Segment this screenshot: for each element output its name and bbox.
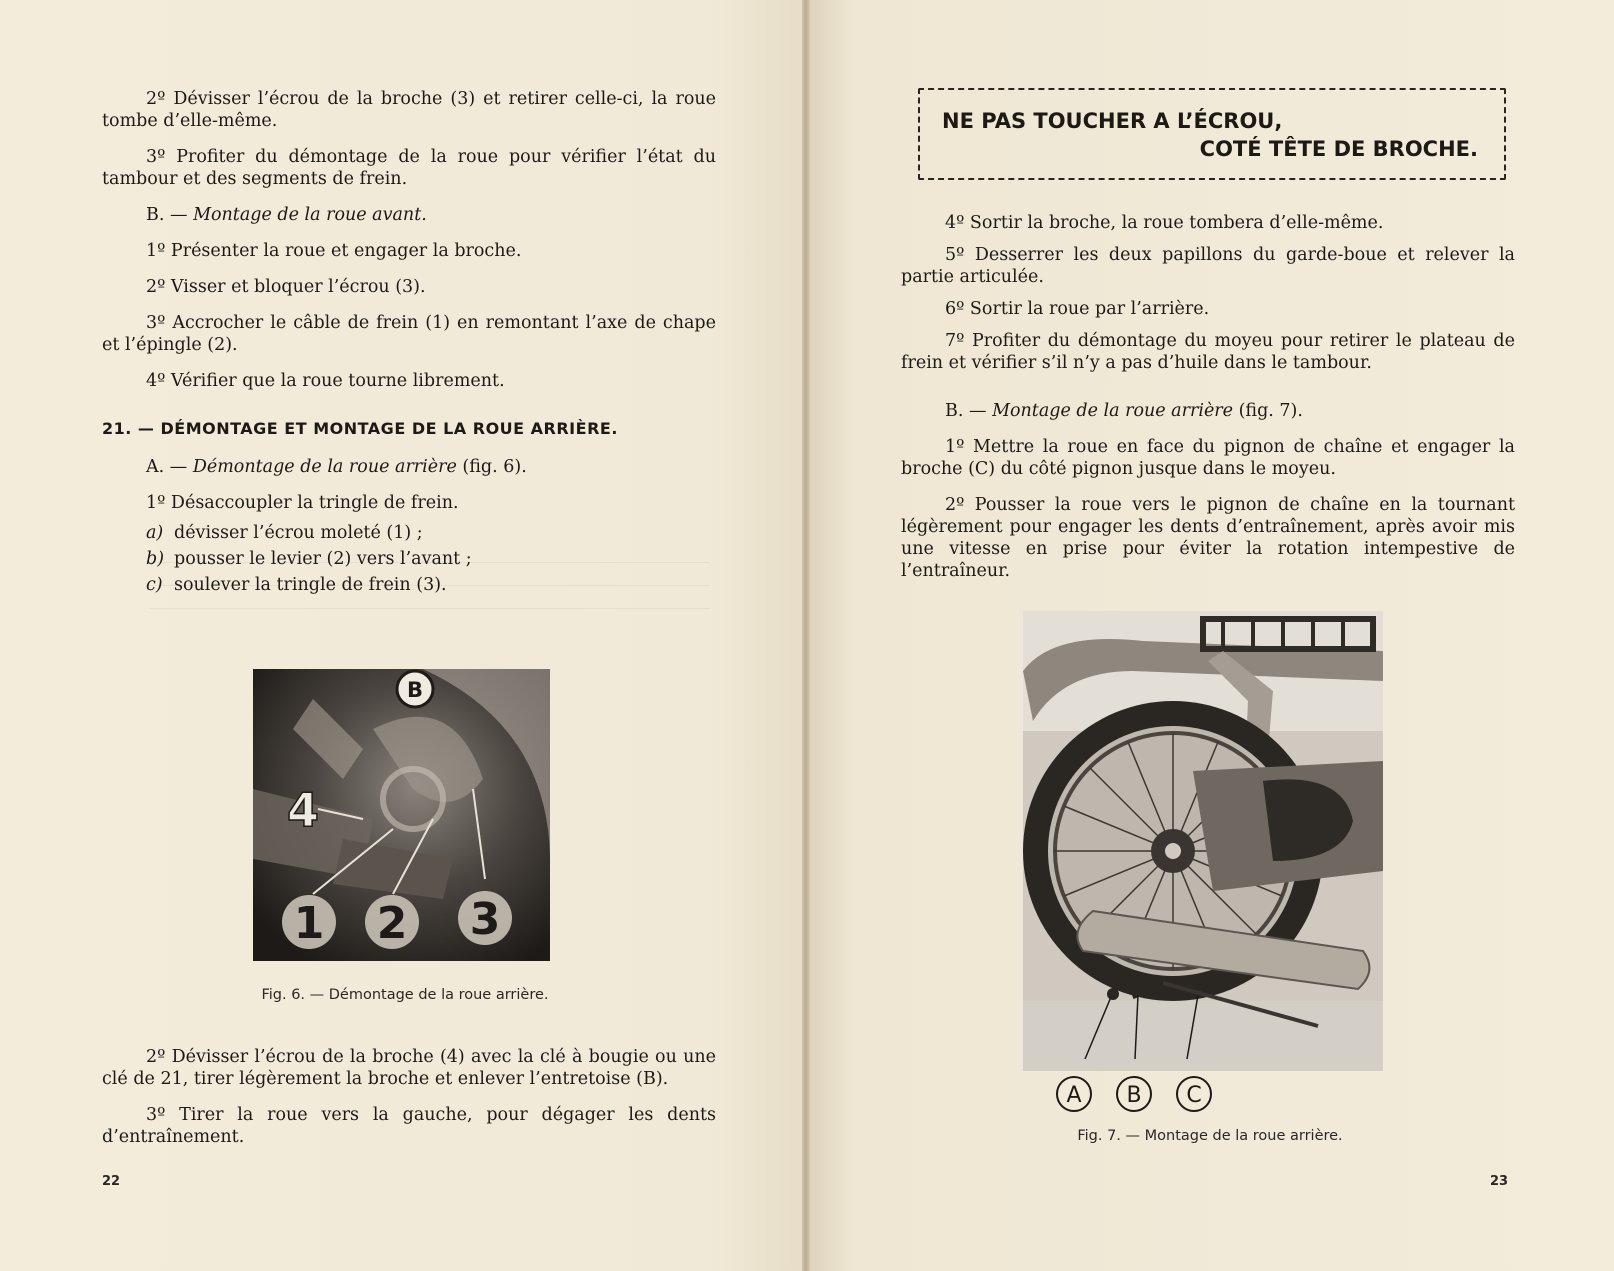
figure-label-4: 4: [286, 783, 320, 837]
paragraph: 3º Tirer la roue vers la gauche, pour dégager les dents d’entraînement.: [102, 1105, 716, 1147]
step: 4º Sortir la broche, la roue tombera d’elle-même.: [945, 213, 1384, 233]
page-number-right: 23: [1490, 1174, 1509, 1189]
list-marker: c): [146, 575, 163, 595]
paragraph: 2º Dévisser l’écrou de la broche (4) avec la clé à bougie ou une clé de 21, tirer légèrement la broche et enlever l’entretoise (B).: [102, 1047, 716, 1089]
substep-list: [102, 522, 716, 596]
step: 3º Accrocher le câble de frein (1) en remontant l’axe de chape et l’épingle (2).: [102, 313, 716, 355]
subsection-prefix: B. —: [146, 205, 194, 225]
subsection-suffix: (fig. 7).: [1233, 401, 1303, 421]
list-item: [146, 548, 716, 570]
figure-6-illustration: [253, 669, 550, 961]
figure-label-2: 2: [376, 898, 408, 949]
subsection-prefix: B. —: [945, 401, 993, 421]
figure-6-caption: Fig. 6. — Démontage de la roue arrière.: [261, 987, 549, 1003]
warning-notice-box: [918, 88, 1506, 180]
step: 4º Vérifier que la roue tourne librement.: [146, 371, 505, 391]
list-text: dévisser l’écrou moleté (1) ;: [174, 523, 423, 543]
step: 2º Visser et bloquer l’écrou (3).: [146, 277, 426, 297]
subsection-heading-demontage-arriere: [102, 456, 716, 478]
left-text-bottom: [102, 1046, 716, 1162]
step: 1º Désaccoupler la tringle de frein.: [146, 493, 459, 513]
list-text: soulever la tringle de frein (3).: [174, 575, 447, 595]
figure-7-caption: Fig. 7. — Montage de la roue arrière.: [1077, 1128, 1343, 1144]
left-text-top: [102, 88, 716, 600]
book-gutter: [802, 0, 810, 1271]
step: 5º Desserrer les deux papillons du garde-boue et relever la partie articulée.: [901, 245, 1515, 287]
figure-7-labels: [1050, 1073, 1250, 1117]
subsection-title: Montage de la roue arrière: [992, 401, 1234, 421]
step: 7º Profiter du démontage du moyeu pour retirer le plateau de frein et vérifier s’il n’y a pas d’huile dans le tambour.: [901, 331, 1515, 373]
subsection-heading-montage-avant: [102, 204, 716, 226]
list-marker: b): [146, 549, 165, 569]
paragraph: 2º Dévisser l’écrou de la broche (3) et retirer celle-ci, la roue tombe d’elle-même.: [102, 89, 716, 131]
step: 6º Sortir la roue par l’arrière.: [945, 299, 1210, 319]
subsection-heading-montage-arriere: [901, 400, 1515, 422]
step: 2º Pousser la roue vers le pignon de chaîne en la tournant légèrement pour engager les dents d’entraînement, après avoir mis une vitesse en prise pour éviter la rotation intempestive de l’entraîneur.: [901, 495, 1515, 581]
step: 1º Mettre la roue en face du pignon de chaîne et engager la broche (C) du côté pignon jusque dans le moyeu.: [901, 437, 1515, 479]
figure-6-photo: [253, 669, 550, 961]
figure-label-3: 3: [469, 894, 501, 945]
figure-label-c: C: [1186, 1083, 1202, 1108]
page-number-left: 22: [102, 1174, 121, 1189]
figure-7-photo: [1023, 611, 1383, 1071]
notice-line-2: COTÉ TÊTE DE BROCHE.: [1199, 137, 1478, 161]
subsection-suffix: (fig. 6).: [456, 457, 527, 477]
subsection-prefix: A. —: [146, 457, 193, 477]
paragraph: 3º Profiter du démontage de la roue pour vérifier l’état du tambour et des segments de frein.: [102, 147, 716, 189]
subsection-title: Démontage de la roue arrière: [192, 457, 457, 477]
subsection-title: Montage de la roue avant.: [193, 205, 427, 225]
notice-line-1: NE PAS TOUCHER A L’ÉCROU,: [942, 109, 1283, 133]
list-marker: a): [146, 523, 164, 543]
list-item: [146, 574, 716, 596]
section-heading: 21. — DÉMONTAGE ET MONTAGE DE LA ROUE ARRIÈRE.: [102, 419, 618, 438]
right-text: [901, 212, 1515, 596]
figure-7-illustration: [1023, 611, 1383, 1071]
figure-label-b: B: [406, 678, 424, 702]
figure-label-a: A: [1066, 1083, 1082, 1108]
list-text: pousser le levier (2) vers l’avant ;: [174, 549, 472, 569]
step: 1º Présenter la roue et engager la broche.: [146, 241, 522, 261]
figure-label-b: B: [1126, 1083, 1142, 1108]
list-item: [146, 522, 716, 544]
figure-label-1: 1: [293, 898, 325, 949]
